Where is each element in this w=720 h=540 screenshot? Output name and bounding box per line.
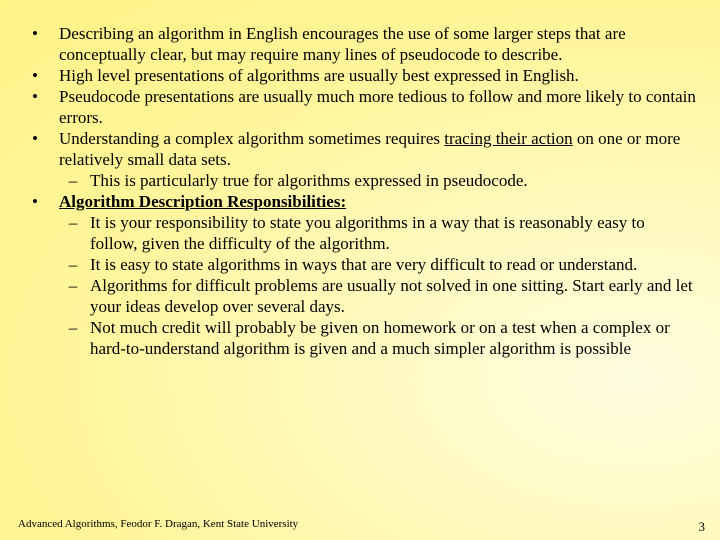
bullet-item — [28, 86, 696, 128]
bullet-text: Pseudocode presentations are usually much more tedious to follow and more likely to contain errors. — [59, 87, 696, 127]
underlined-phrase: tracing their action — [444, 129, 573, 148]
bullet-text: Describing an algorithm in English encourages the use of some larger steps that are conceptually clear, but may require many lines of pseudocode to describe. — [59, 24, 626, 64]
bullet-text-part: on one or more relatively small data sets. — [59, 129, 681, 169]
dash-marker: – — [68, 276, 78, 295]
sub-bullet-item — [28, 212, 696, 254]
dash-marker: – — [68, 171, 78, 190]
sub-bullet-text: Algorithms for difficult problems are usually not solved in one sitting. Start early and let your ideas develop over several days. — [90, 276, 693, 316]
dash-marker: – — [68, 255, 78, 274]
sub-bullet-item — [28, 275, 696, 317]
section-heading: Algorithm Description Responsibilities: — [59, 192, 347, 211]
sub-bullet-text: This is particularly true for algorithms expressed in pseudocode. — [90, 171, 528, 190]
bullet-marker: • — [32, 66, 38, 85]
bullet-item — [28, 191, 696, 212]
bullet-text-part: Understanding a complex algorithm sometimes requires — [59, 129, 445, 148]
sub-bullet-text: It is easy to state algorithms in ways that are very difficult to read or understand. — [90, 255, 638, 274]
slide-content — [28, 23, 696, 359]
bullet-item — [28, 128, 696, 170]
dash-marker: – — [68, 213, 78, 232]
sub-bullet-item — [28, 317, 696, 359]
sub-bullet-item — [28, 254, 696, 275]
sub-bullet-text: Not much credit will probably be given on homework or on a test when a complex or hard-to-understand algorithm is given and a much simpler algorithm is possible — [90, 318, 670, 358]
bullet-marker: • — [32, 192, 38, 211]
bullet-marker: • — [32, 129, 38, 148]
sub-bullet-item — [28, 170, 696, 191]
sub-bullet-text: It is your responsibility to state you algorithms in a way that is reasonably easy to follow, given the difficulty of the algorithm. — [90, 213, 645, 253]
slide-footer: Advanced Algorithms, Feodor F. Dragan, Kent State University — [18, 518, 299, 530]
bullet-marker: • — [32, 24, 38, 43]
bullet-text: High level presentations of algorithms are usually best expressed in English. — [59, 66, 579, 85]
bullet-marker: • — [32, 87, 38, 106]
bullet-item — [28, 65, 696, 86]
dash-marker: – — [68, 318, 78, 337]
bullet-item — [28, 23, 696, 65]
page-number: 3 — [698, 519, 705, 534]
